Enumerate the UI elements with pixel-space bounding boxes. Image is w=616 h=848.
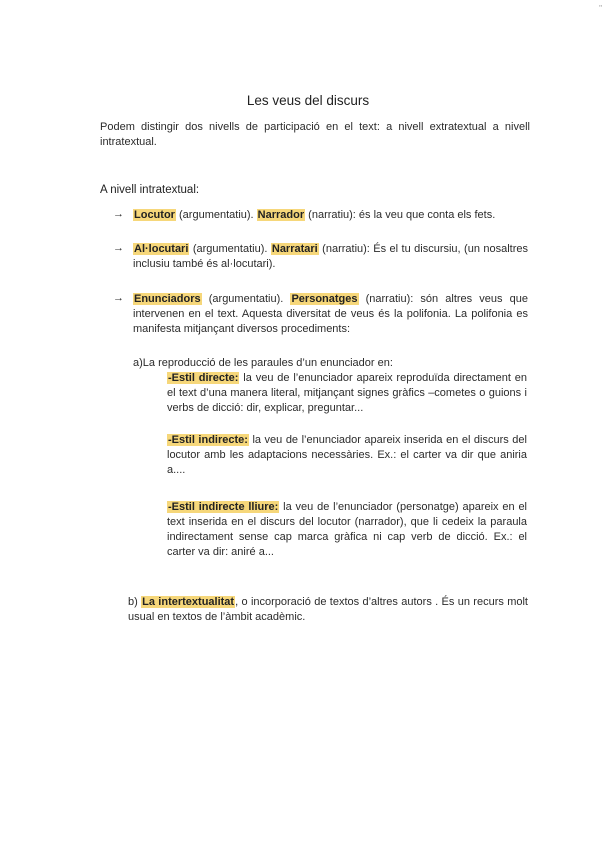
point-b-text: , o incorporació de textos d’altres autors . És un recurs molt usual en textos de l’àmbit acadèmic. (128, 596, 528, 623)
term-highlight: -Estil indirecte lliure: (168, 501, 279, 513)
list-item-allocutari (133, 242, 528, 272)
item-text: (narratiu): és la veu que conta els fets. (305, 209, 496, 221)
term-note: (argumentatiu). (175, 209, 257, 221)
point-a-text: La reproducció de les paraules d’un enunciador en: (142, 357, 393, 369)
style-free-indirect (167, 500, 527, 560)
arrow-icon: → (113, 208, 124, 220)
arrow-icon: → (113, 292, 124, 304)
item-text: (narratiu): És el tu discursiu, (un nosaltres inclusiu també és al·locutari). (133, 243, 529, 270)
term-highlight: -Estil directe: (168, 372, 239, 384)
item-text: (narratiu): són altres veus que intervenen en el text. Aquesta diversitat de veus és la polifonia. La polifonia es manifesta mitjançant diversos procediments: (133, 293, 529, 335)
term-highlight: La intertextualitat (142, 596, 235, 608)
term-highlight: Narrador (257, 209, 305, 221)
point-a (133, 356, 528, 371)
corner-mark: " (599, 4, 602, 13)
style-text: la veu de l’enunciador apareix reproduïda directament en el text d’una manera literal, mitjançant signes gràfics –cometes o guions i verbs de dicció: dir, explicar, preguntar... (167, 372, 527, 414)
term-highlight: -Estil indirecte: (168, 434, 248, 446)
list-item-enunciadors (133, 292, 528, 337)
term-highlight: Al·locutari (134, 243, 189, 255)
list-item-locutor (133, 208, 528, 223)
term-highlight: Personatges (291, 293, 358, 305)
term-highlight: Narratari (271, 243, 318, 255)
section-heading: A nivell intratextual: (100, 184, 200, 196)
term-note: (argumentatiu). (201, 293, 291, 305)
style-indirect (167, 433, 527, 478)
point-a-label: a) (133, 357, 143, 369)
style-direct (167, 371, 527, 416)
style-text: la veu de l’enunciador apareix inserida en el discurs del locutor amb les adaptacions necessàries. Ex.: el carter va dir que aniria a.... (167, 434, 527, 476)
point-b (128, 595, 528, 625)
style-text: la veu de l’enunciador (personatge) apareix en el text inserida en el discurs del locutor (narrador), que li cedeix la paraula indirectament sense cap marca gràfica ni cap verb de dicció. Ex.: el carter va dir: aniré a... (167, 501, 527, 558)
term-highlight: Enunciadors (134, 293, 201, 305)
arrow-icon: → (113, 242, 124, 254)
page-title: Les veus del discurs (246, 93, 370, 108)
term-highlight: Locutor (134, 209, 175, 221)
point-b-label: b) (128, 596, 142, 608)
term-note: (argumentatiu). (189, 243, 271, 255)
intro-paragraph: Podem distingir dos nivells de participació en el text: a nivell extratextual a nivell intratextual. (100, 121, 530, 148)
